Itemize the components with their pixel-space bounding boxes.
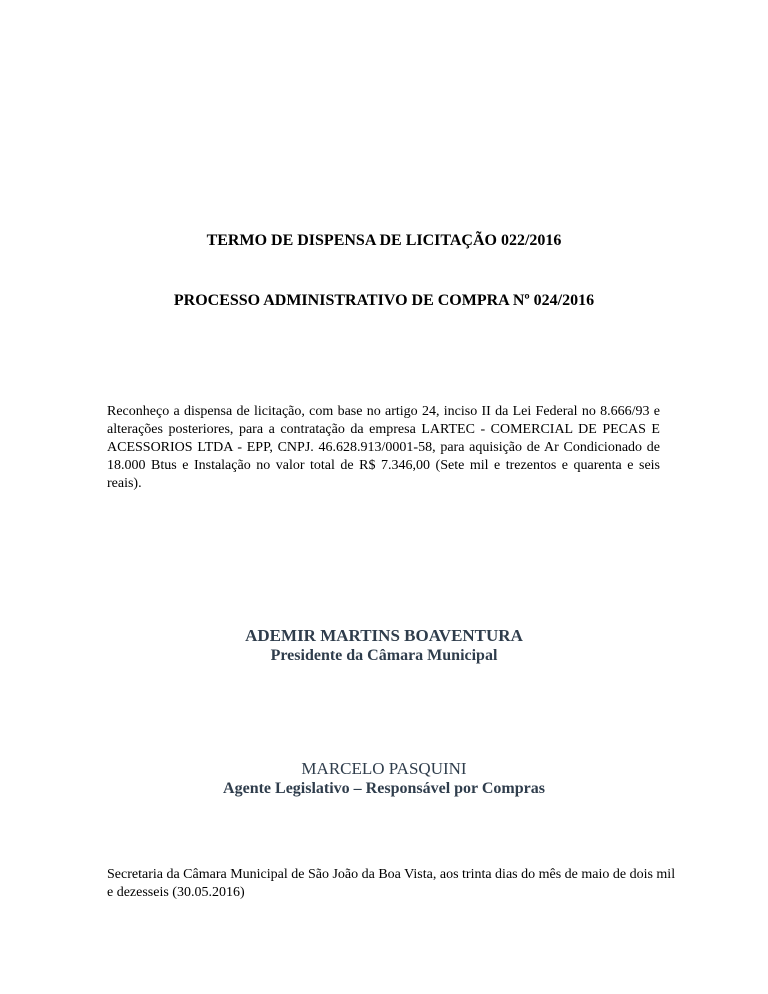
signature-block-purchasing-agent	[0, 758, 768, 799]
signature-block-president	[0, 625, 768, 666]
signatory-name: MARCELO PASQUINI	[301, 759, 467, 778]
document-subtitle: PROCESSO ADMINISTRATIVO DE COMPRA Nº 024/2016	[173, 292, 595, 309]
signatory-name: ADEMIR MARTINS BOAVENTURA	[245, 626, 523, 645]
document-body-paragraph: Reconheço a dispensa de licitação, com base no artigo 24, inciso II da Lei Federal no 8.666/93 e alterações posteriores, para a contratação da empresa LARTEC - COMERCIAL DE PECAS E ACESSORIOS LTDA - EPP, CNPJ. 46.628.913/0001-58, para aquisição de Ar Condicionado de 18.000 Btus e Instalação no valor total de R$ 7.346,00 (Sete mil e trezentos e quarenta e seis reais).	[107, 404, 660, 491]
signatory-role: Presidente da Câmara Municipal	[270, 647, 498, 664]
document-title: TERMO DE DISPENSA DE LICITAÇÃO 022/2016	[206, 232, 562, 249]
signatory-role: Agente Legislativo – Responsável por Compras	[223, 780, 545, 797]
document-footer-date: Secretaria da Câmara Municipal de São João da Boa Vista, aos trinta dias do mês de maio de dois mil e dezesseis (30.05.2016)	[107, 867, 676, 900]
